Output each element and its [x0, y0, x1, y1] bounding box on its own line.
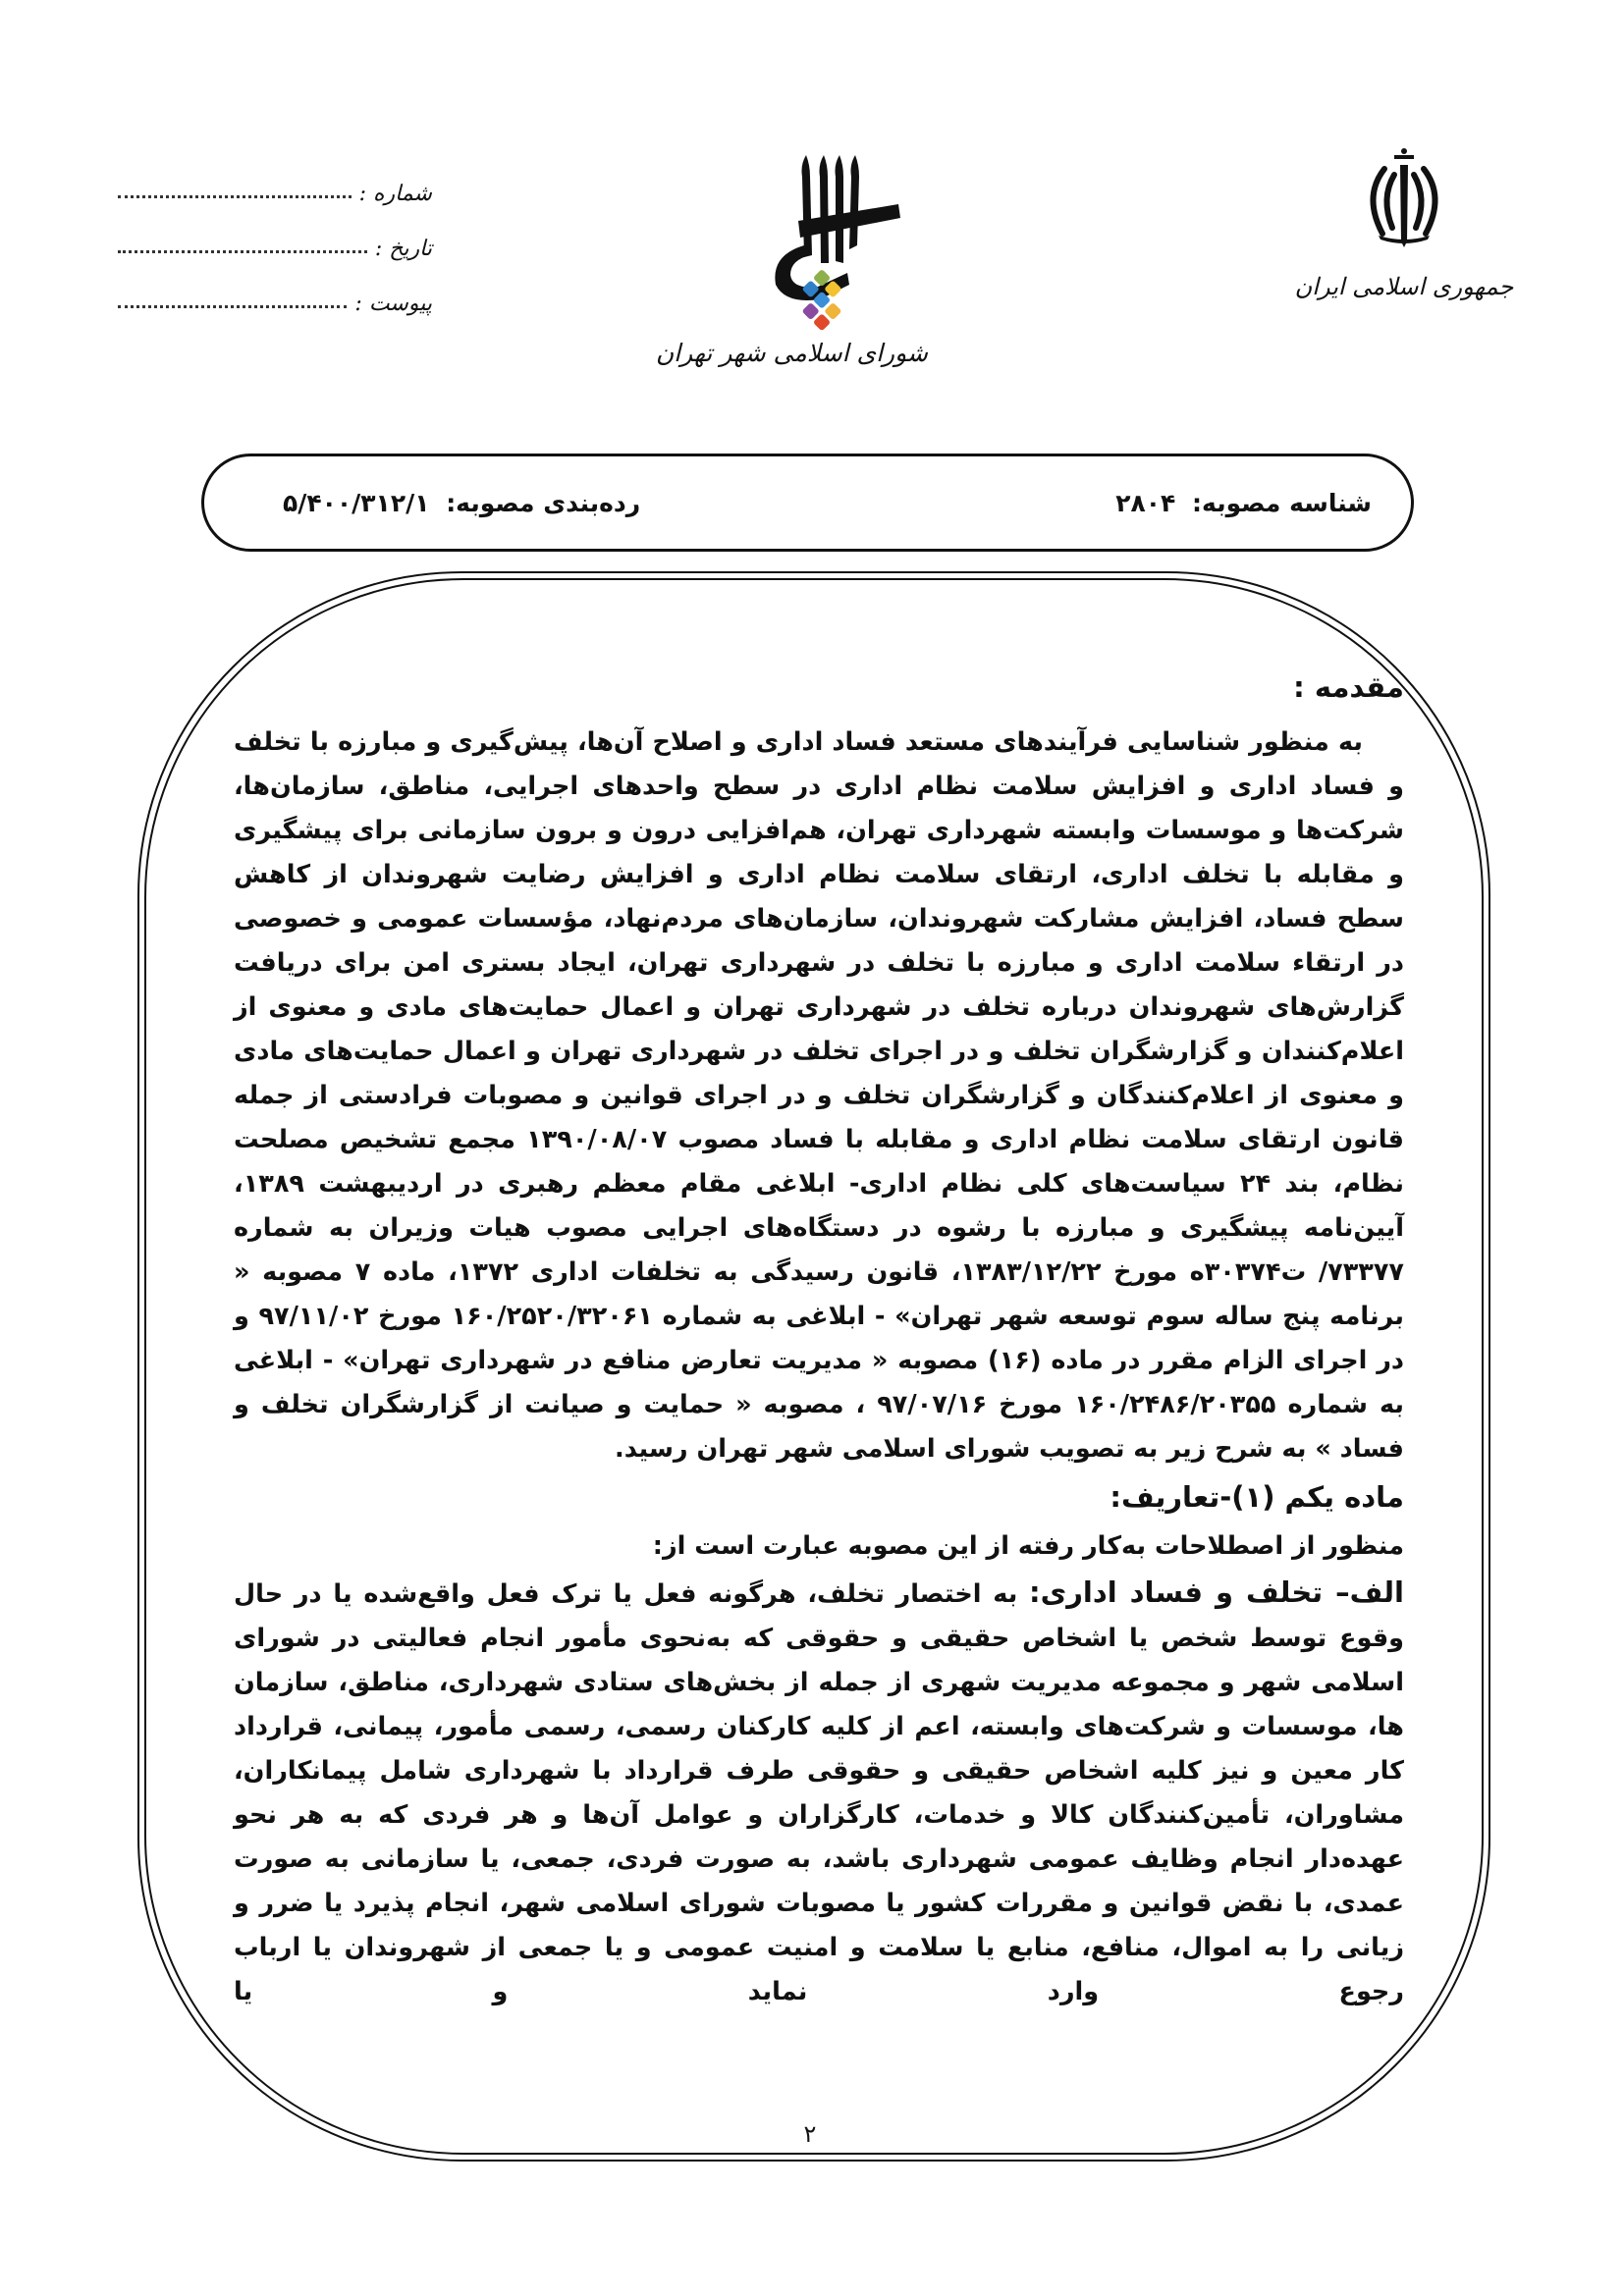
- iran-emblem-icon: [1355, 147, 1453, 255]
- classification-value: ۵/۴۰۰/۳۱۲/۱: [283, 488, 430, 517]
- intro-heading: مقدمه :: [1293, 670, 1404, 704]
- definition-term: الف– تخلف و فساد اداری:: [1029, 1575, 1404, 1609]
- number-field: [118, 165, 432, 206]
- resolution-id-label: شناسه مصوبه:: [1192, 488, 1372, 517]
- resolution-id-bar: [201, 454, 1414, 552]
- resolution-id-value: ۲۸۰۴: [1115, 488, 1176, 517]
- number-label: شماره :: [358, 182, 432, 206]
- dotted-line: [118, 250, 367, 253]
- document-body: [234, 667, 1404, 2014]
- attachment-field: [118, 275, 432, 316]
- date-label: تاریخ :: [374, 237, 432, 261]
- letter-meta-fields: [118, 165, 432, 330]
- dotted-line: [118, 195, 352, 198]
- intro-paragraph: به منظور شناسایی فرآیندهای مستعد فساد اداری و اصلاح آن‌ها، پیش‌گیری و مبارزه با تخلف و فساد اداری و افزایش سلامت نظام اداری در سطح واحدهای اجرایی، مناطق، سازمان‌ها، شرکت‌ها و موسسات وابسته شهرداری تهران، هم‌افزایی درون و برون سازمانی برای پیشگیری و مقابله با تخلف اداری، ارتقای سلامت نظام اداری و افزایش رضایت شهروندان از کاهش سطح فساد، افزایش مشارکت شهروندان، سازمان‌های مردم‌نهاد، مؤسسات عمومی و خصوصی در ارتقاء سلامت اداری و مبارزه با تخلف در شهرداری تهران، ایجاد بستری امن برای دریافت گزارش‌های شهروندان درباره تخلف در شهرداری تهران و اعمال حمایت‌های مادی و معنوی از اعلام‌کنندان و گزارشگران تخلف و در اجرای تخلف در شهرداری تهران و اعمال حمایت‌های مادی و معنوی از اعلام‌کنندگان و گزارشگران تخلف و در اجرای قوانین و مصوبات فرادستی از جمله قانون ارتقای سلامت نظام اداری و مقابله با فساد مصوب ۱۳۹۰/۰۸/۰۷ مجمع تشخیص مصلحت نظام، بند ۲۴ سیاست‌های کلی نظام اداری- ابلاغی مقام معظم رهبری در اردیبهشت ۱۳۸۹، آیین‌نامه پیشگیری و مبارزه با رشوه در دستگاه‌های اجرایی مصوب هیات وزیران به شماره ۷۳۳۷۷/ ت۳۰۳۷۴ه مورخ ۱۳۸۳/۱۲/۲۲، قانون رسیدگی به تخلفات اداری ۱۳۷۲، ماده ۷ مصوبه « برنامه پنج ساله سوم توسعه شهر تهران» - ابلاغی به شماره ۱۶۰/۲۵۲۰/۳۲۰۶۱ مورخ ۹۷/۱۱/۰۲ و در اجرای الزام مقرر در ماده (۱۶) مصوبه « مدیریت تعارض منافع در شهرداری تهران» - ابلاغی به شماره ۱۶۰/۲۴۸۶/۲۰۳۵۵ مورخ ۹۷/۰۷/۱۶ ، مصوبه « حمایت و صیانت از گزارشگران تخلف و فساد » به شرح زیر به تصویب شورای اسلامی شهر تهران رسید.: [234, 727, 1405, 1464]
- article-1-intro: منظور از اصطلاحات به‌کار رفته از این مصوبه عبارت است از:: [652, 1531, 1404, 1561]
- resolution-id: [1115, 489, 1372, 517]
- dotted-line: [118, 305, 347, 308]
- tehran-city-council-logo: [655, 147, 928, 383]
- council-calligraphy-icon: [731, 147, 913, 344]
- classification-label: رده‌بندی مصوبه:: [446, 488, 641, 517]
- date-field: [118, 220, 432, 261]
- definition-paragraph: [234, 1571, 1404, 2014]
- republic-caption: جمهوری اسلامی ایران: [1294, 273, 1514, 300]
- article-1-heading: ماده یکم (۱)-تعاریف:: [1110, 1480, 1404, 1514]
- council-name: شورای اسلامی شهر تهران: [655, 339, 928, 367]
- definition-text: به اختصار تخلف، هرگونه فعل یا ترک فعل واقع‌شده یا در حال وقوع توسط شخص یا اشخاص حقیقی و حقوقی که به‌نحوی مأمور انجام فعالیتی در شورای اسلامی شهر و مجموعه مدیریت شهری از جمله از بخش‌های ستادی شهرداری، مناطق، سازمان ها، موسسات و شرکت‌های وابسته، اعم از کلیه کارکنان رسمی، رسمی مأمور، پیمانی، قرارداد کار معین و نیز کلیه اشخاص حقیقی و حقوقی طرف قرارداد با شهرداری شامل پیمانکاران، مشاوران، تأمین‌کنندگان کالا و خدمات، کارگزاران و عوامل آن‌ها و هر فردی که به هر نحو عهده‌دار انجام وظایف عمومی شهرداری باشد، به صورت فردی، جمعی، یا سازمانی به صورت عمدی، با نقض قوانین و مقررات کشور یا مصوبات شورای اسلامی شهر، انجام پذیرد یا ضرر و زیانی را به اموال، منافع، منابع یا سلامت و امنیت عمومی و یا جمعی از شهروندان یا ارباب رجوع وارد نماید و یا: [234, 1579, 1404, 2006]
- resolution-classification: [283, 489, 640, 517]
- page-number: ۲: [803, 2120, 817, 2148]
- attachment-label: پیوست :: [354, 292, 432, 316]
